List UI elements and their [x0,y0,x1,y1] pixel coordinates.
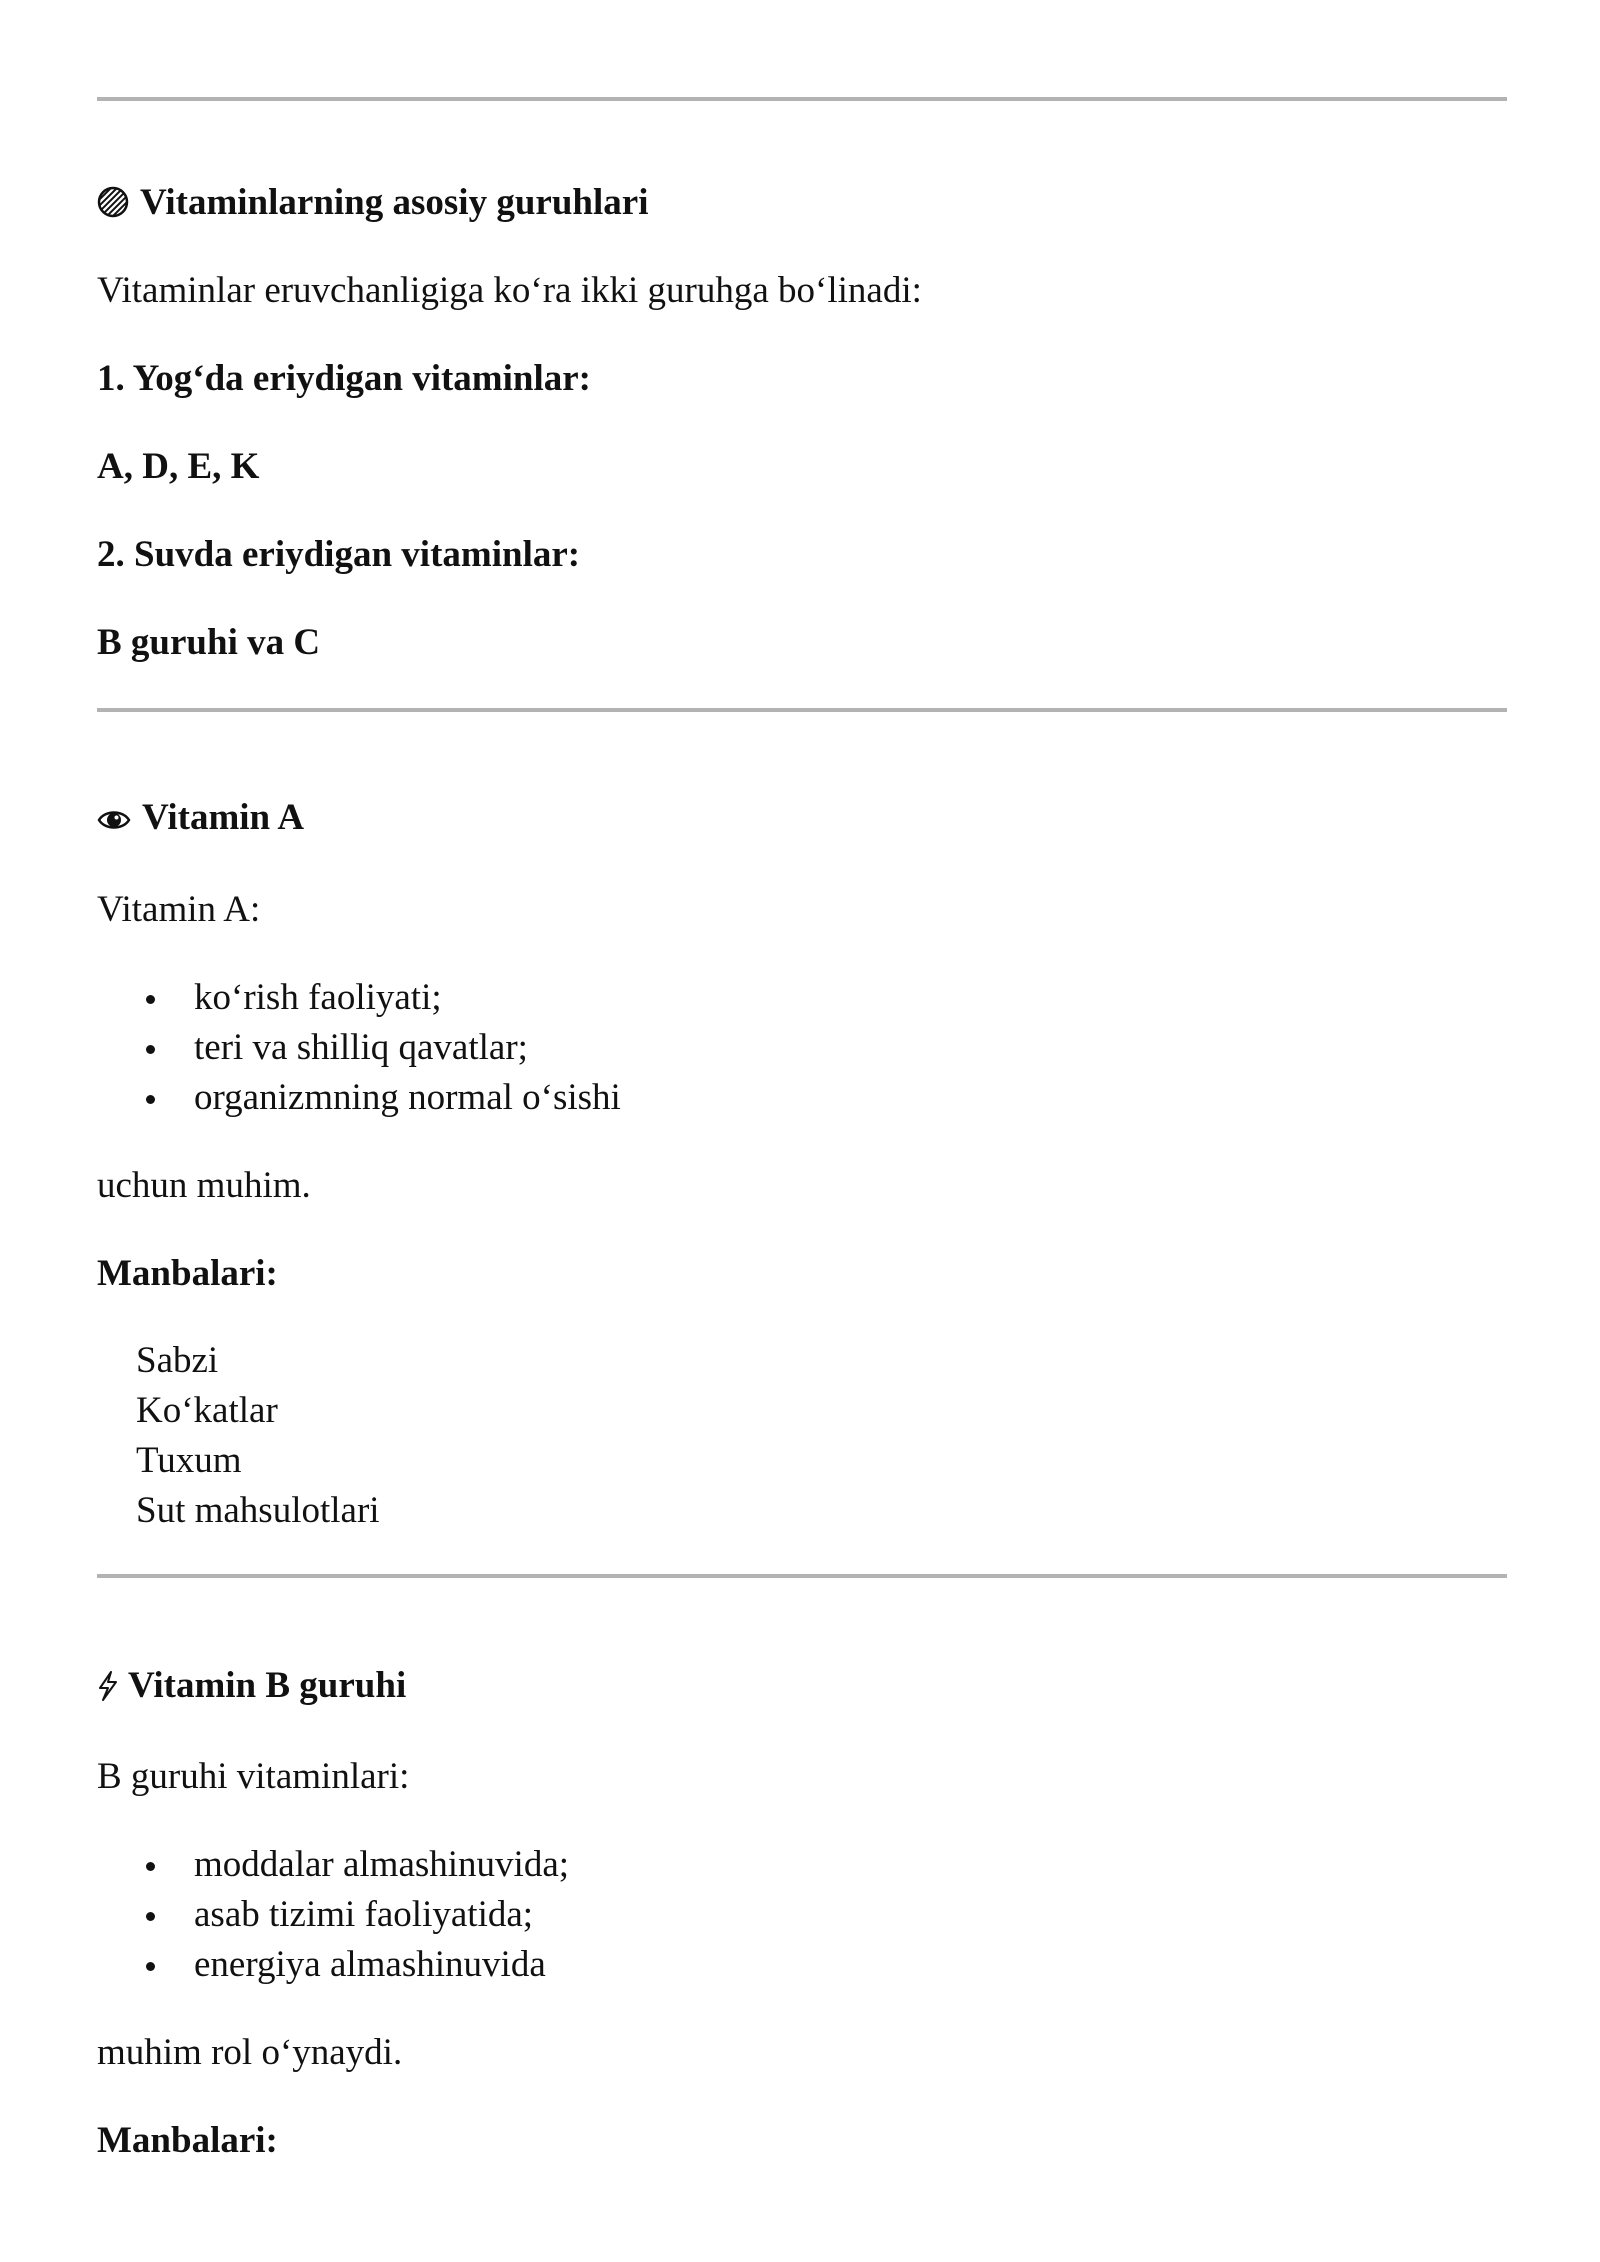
vitamin-a-intro: Vitamin A: [97,889,261,930]
vitamin-a-outro: uchun muhim. [97,1165,311,1206]
divider [97,1574,1507,1578]
vitamin-a-sources-label: Manbalari: [97,1253,278,1294]
list-item: organizmning normal oʻsishi [97,1073,621,1123]
heading-text: Vitamin A [142,797,305,838]
list-item: teri va shilliq qavatlar; [97,1023,621,1073]
vitamin-a-bullet-list [97,973,621,1123]
vitamin-b-sources-label: Manbalari: [97,2120,278,2161]
bullet-icon [146,1095,155,1104]
list-item: moddalar almashinuvida; [97,1840,569,1890]
heading-text: Vitamin B guruhi [128,1665,407,1706]
list-item: asab tizimi faoliyatida; [97,1890,569,1940]
divider [97,708,1507,712]
heading-text: Vitaminlarning asosiy guruhlari [140,182,649,223]
list-item: Koʻkatlar [136,1390,278,1431]
bullet-icon [146,1045,155,1054]
section-heading-vitamin-a [97,796,304,844]
vitamin-b-intro: B guruhi vitaminlari: [97,1756,410,1797]
groups-intro: Vitaminlar eruvchanligiga koʻra ikki guruhga boʻlinadi: [97,270,922,311]
lightning-icon [97,1668,119,1712]
group1-title: 1. Yogʻda eriydigan vitaminlar: [97,358,592,399]
section-heading-groups [97,181,648,229]
group2-items: B guruhi va C [97,622,321,663]
list-item: energiya almashinuvida [97,1940,569,1990]
vitamin-b-bullet-list [97,1840,569,1990]
bullet-icon [146,1862,155,1871]
divider [97,97,1507,101]
list-item: Sabzi [136,1340,219,1381]
section-heading-vitamin-b [97,1664,406,1712]
circle-hatched-icon [97,185,129,229]
eye-icon [97,800,131,844]
bullet-icon [146,1962,155,1971]
list-item: Tuxum [136,1440,242,1481]
group1-items: A, D, E, K [97,446,260,487]
vitamin-a-sources-list [136,1336,380,1536]
list-item: Sut mahsulotlari [136,1490,380,1531]
bullet-icon [146,1912,155,1921]
vitamin-b-outro: muhim rol oʻynaydi. [97,2032,403,2073]
list-item: koʻrish faoliyati; [97,973,621,1023]
bullet-icon [146,995,155,1004]
group2-title: 2. Suvda eriydigan vitaminlar: [97,534,581,575]
